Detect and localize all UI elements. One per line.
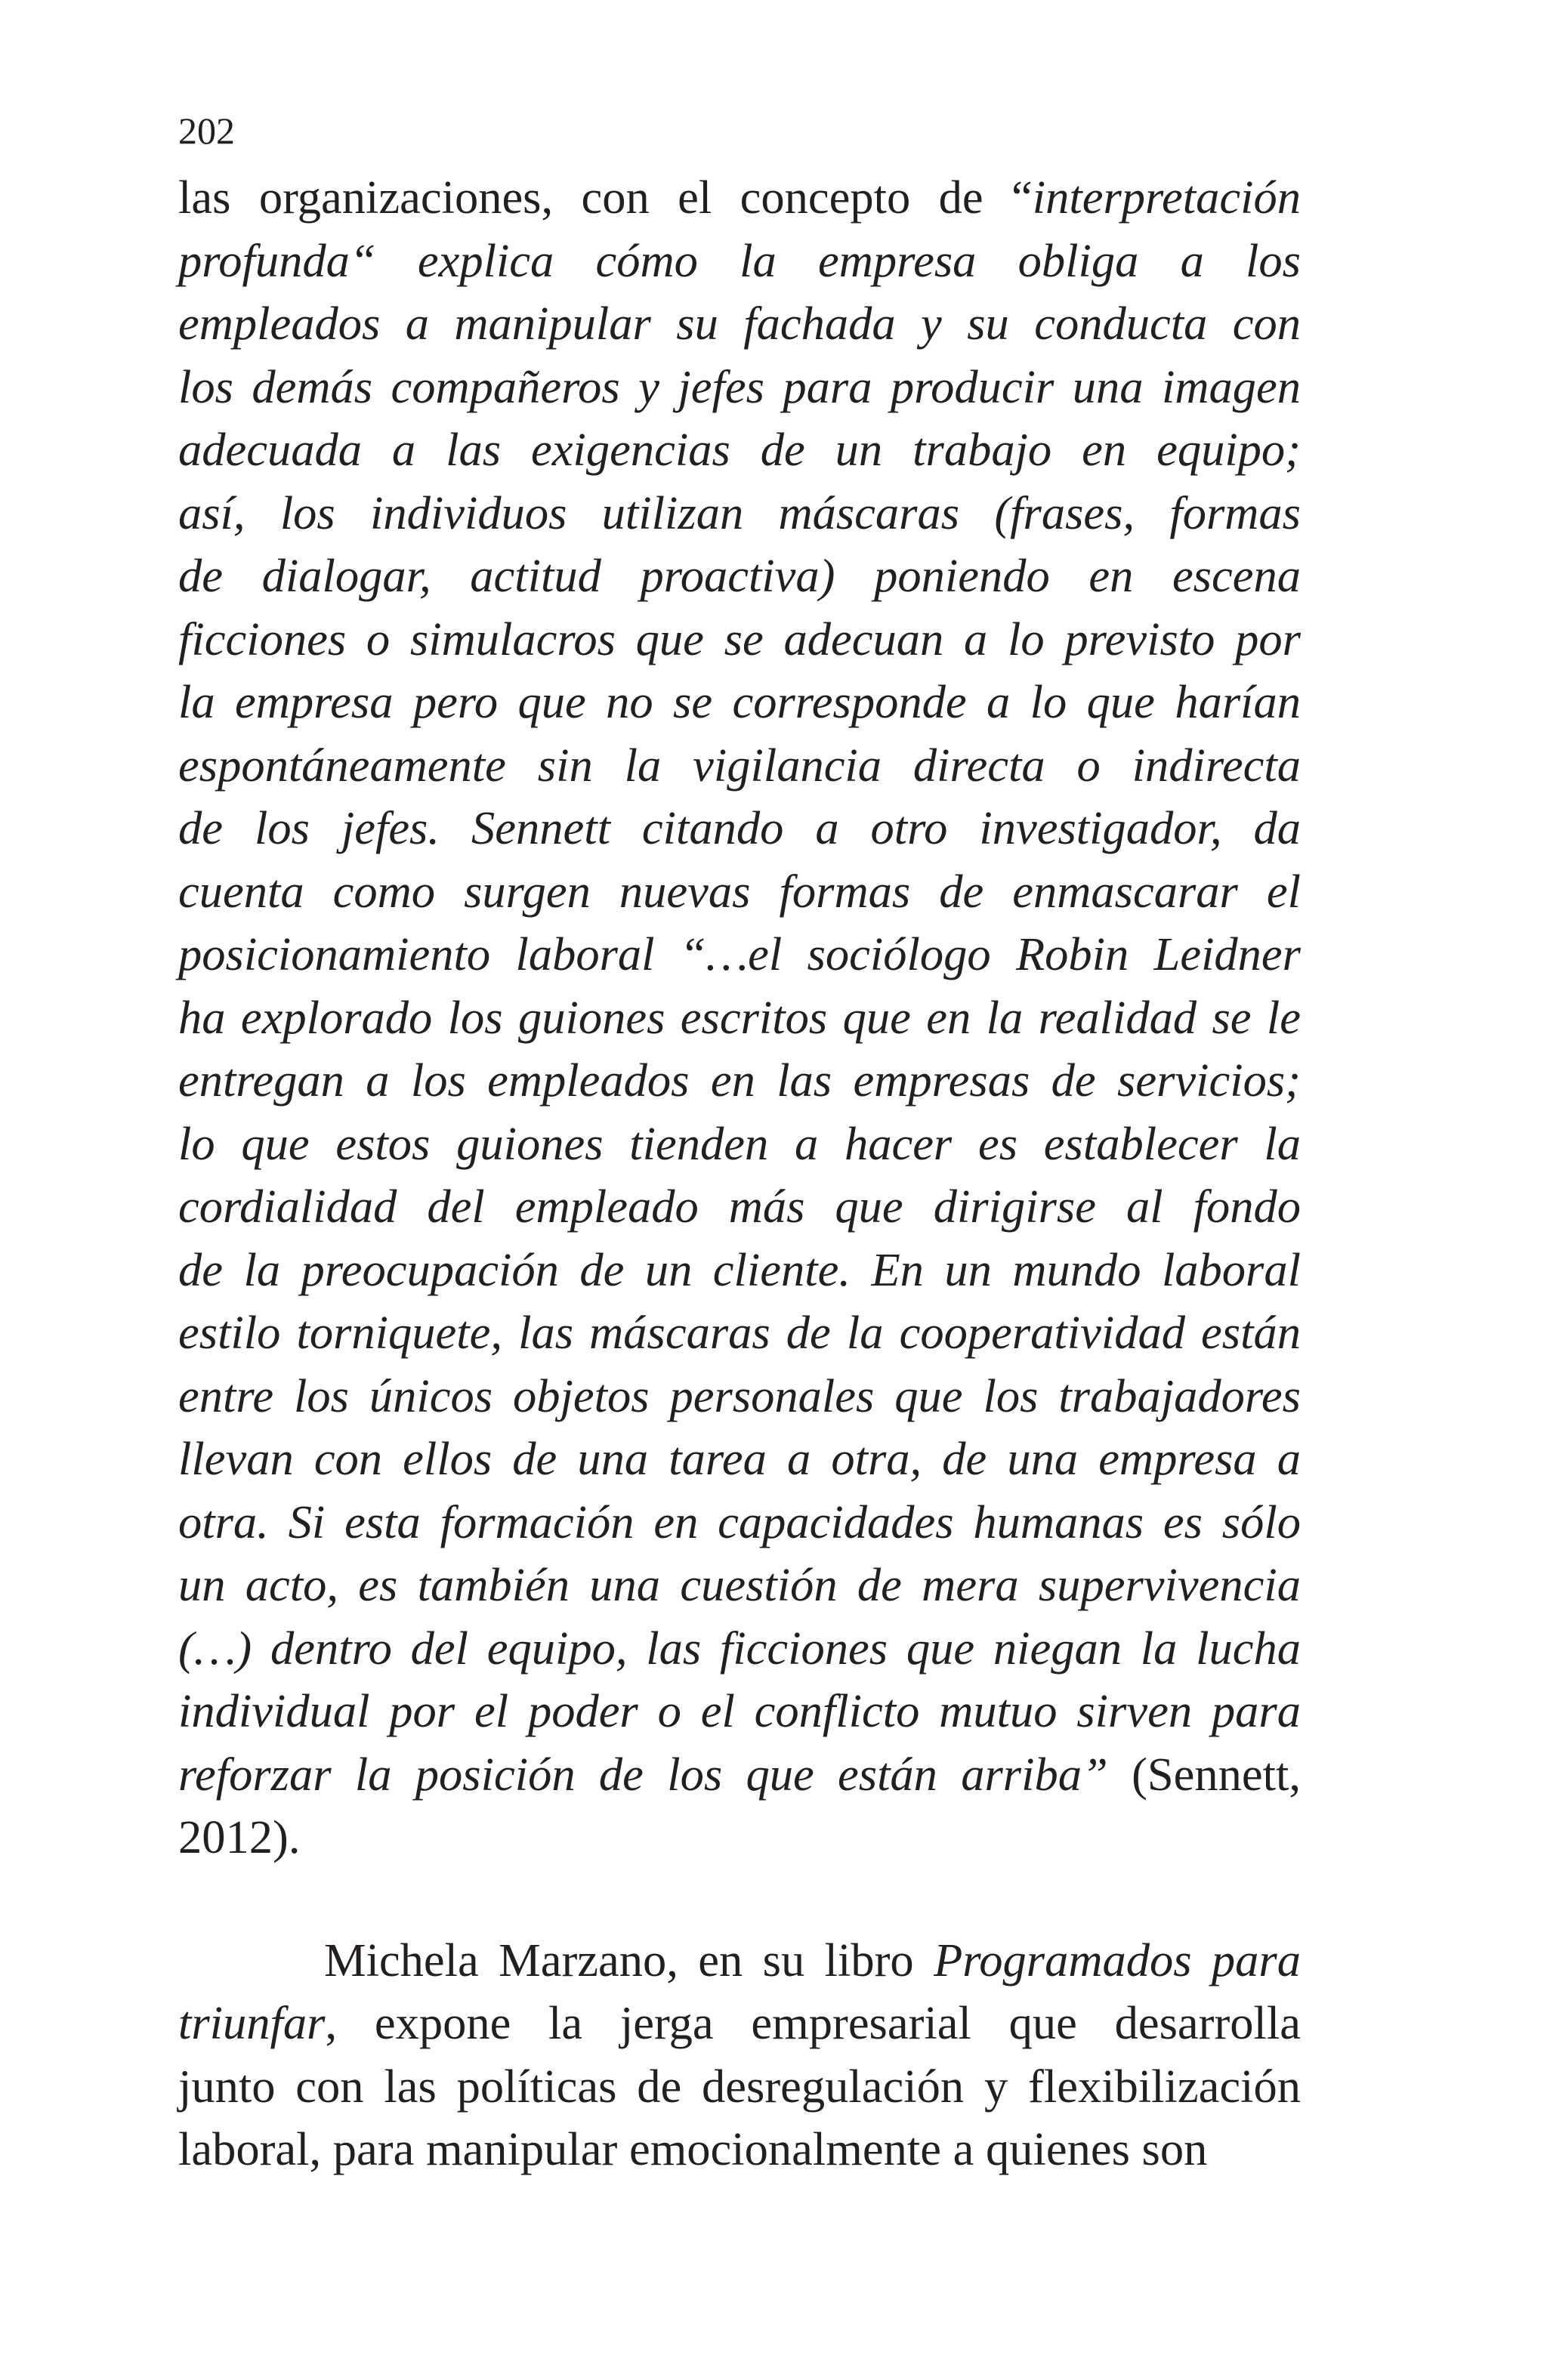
text-line <box>178 166 1301 230</box>
text-line <box>178 2118 1301 2181</box>
text-run: adecuada a las exigencias de un trabajo en equipo; <box>178 423 1301 476</box>
text-run: interpretación <box>1032 171 1301 224</box>
text-run: Michela Marzano, en su libro <box>324 1933 934 1986</box>
text-line <box>178 418 1301 482</box>
text-run: cordialidad del empleado más que dirigirse al fondo <box>178 1180 1301 1233</box>
text-line <box>178 1743 1301 1807</box>
text-line <box>178 1239 1301 1302</box>
text-run: así, los individuos utilizan máscaras (frases, formas <box>178 486 1301 539</box>
text-run: empleados a manipular su fachada y su conducta con <box>178 297 1301 350</box>
text-run: cuenta como surgen nuevas formas de enmascarar el <box>178 864 1301 918</box>
text-run: junto con las políticas de desregulación y flexibilización <box>178 2059 1301 2113</box>
text-run: la empresa pero que no se corresponde a lo que harían <box>178 675 1301 728</box>
text-block <box>178 166 1301 2181</box>
text-run: estilo torniquete, las máscaras de la cooperatividad están <box>178 1306 1301 1359</box>
text-run: reforzar la posición de los que están arriba” <box>178 1747 1108 1801</box>
text-run: laboral, para manipular emocionalmente a quienes son <box>178 2122 1208 2175</box>
text-line <box>178 482 1301 545</box>
text-line <box>178 1175 1301 1239</box>
text-run: (…) dentro del equipo, las ficciones que niegan la lucha <box>178 1621 1301 1675</box>
paragraph-2 <box>178 1929 1301 2181</box>
text-run: individual por el poder o el conflicto mutuo sirven para <box>178 1684 1301 1737</box>
text-run: de dialogar, actitud proactiva) poniendo en escena <box>178 549 1301 602</box>
text-line <box>178 1806 1301 1869</box>
text-line <box>178 1049 1301 1113</box>
paragraph-1 <box>178 166 1301 1869</box>
text-line <box>178 1113 1301 1176</box>
text-run: lo que estos guiones tienden a hacer es establecer la <box>178 1116 1301 1170</box>
text-line <box>178 1365 1301 1428</box>
text-run: triunfar <box>178 1996 326 2049</box>
text-line <box>178 1428 1301 1491</box>
text-run: otra. Si esta formación en capacidades humanas es sólo <box>178 1495 1301 1548</box>
text-line <box>178 1617 1301 1681</box>
text-line <box>178 734 1301 798</box>
text-line <box>178 608 1301 671</box>
text-run: de la preocupación de un cliente. En un mundo laboral <box>178 1242 1301 1296</box>
text-line <box>178 797 1301 860</box>
text-line <box>178 1491 1301 1554</box>
text-run: ha explorado los guiones escritos que en la realidad se le <box>178 990 1301 1044</box>
text-line <box>178 1929 1301 1993</box>
text-run: posicionamiento laboral “…el sociólogo Robin Leidner <box>178 928 1301 980</box>
text-line <box>178 1301 1301 1365</box>
text-line <box>178 1992 1301 2055</box>
text-line <box>178 671 1301 734</box>
text-line <box>178 1680 1301 1743</box>
text-line <box>178 292 1301 356</box>
text-run: 2012). <box>178 1810 301 1863</box>
text-run: Programados para <box>934 1933 1301 1986</box>
text-line <box>178 1554 1301 1617</box>
text-run: llevan con ellos de una tarea a otra, de una empresa a <box>178 1432 1301 1485</box>
text-line <box>178 923 1301 986</box>
text-line <box>178 860 1301 924</box>
text-run: de los jefes. Sennett citando a otro investigador, da <box>178 801 1301 854</box>
text-line <box>178 545 1301 608</box>
text-run: entregan a los empleados en las empresas de servicios; <box>178 1054 1301 1107</box>
text-line <box>178 986 1301 1050</box>
text-run: entre los únicos objetos personales que los trabajadores <box>178 1369 1301 1422</box>
text-run: ficciones o simulacros que se adecuan a lo previsto por <box>178 612 1301 665</box>
text-run: los demás compañeros y jefes para producir una imagen <box>178 360 1301 413</box>
text-run: espontáneamente sin la vigilancia directa o indirecta <box>178 738 1301 792</box>
text-run: (Sennett, <box>1107 1747 1301 1801</box>
text-line <box>178 356 1301 419</box>
text-line <box>178 230 1301 293</box>
text-line <box>178 2055 1301 2119</box>
paragraph-gap <box>178 1869 1301 1929</box>
text-run: las organizaciones, con el concepto de “ <box>178 171 1033 224</box>
text-run: , expone la jerga empresarial que desarrolla <box>325 1996 1301 2049</box>
text-run: profunda“ explica cómo la empresa obliga a los <box>178 233 1301 287</box>
page-number: 202 <box>178 110 235 152</box>
text-run: un acto, es también una cuestión de mera supervivencia <box>178 1558 1301 1611</box>
